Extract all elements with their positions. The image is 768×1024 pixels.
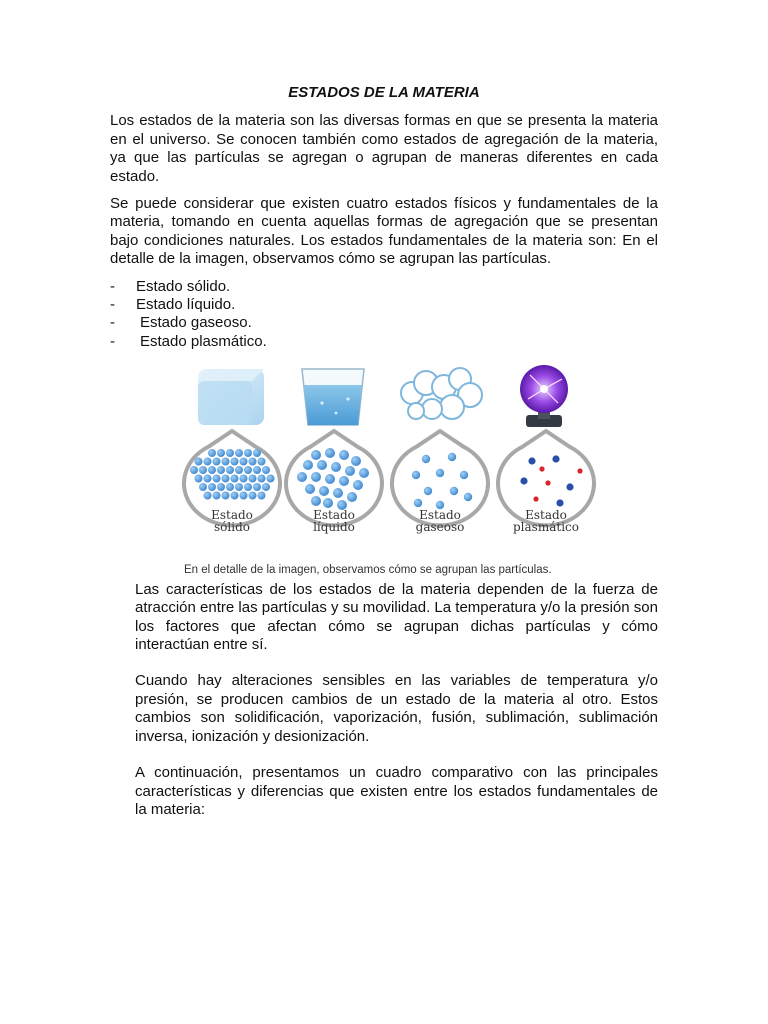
state-label-solid: Estado sólido — [211, 507, 253, 535]
solid-particle — [217, 466, 225, 474]
solid-particle — [208, 449, 216, 457]
plasma-ion-red — [577, 468, 582, 473]
solid-particle — [199, 466, 207, 474]
solid-particle — [253, 466, 261, 474]
solid-particle — [226, 483, 234, 491]
plasma-ball-icon — [520, 365, 568, 427]
solid-particle — [249, 474, 257, 482]
intro-paragraph-2: Se puede considerar que existen cuatro estados físicos y fundamentales de la materia, tomando en cuenta aquellas formas de agregación que se presentan bajo condiciones naturales. Los estados fundamentales de la materia son: En el detalle de la imagen, observamos cómo se agrupan las partículas. — [110, 195, 658, 268]
list-item — [110, 296, 658, 314]
body-section — [135, 581, 658, 819]
liquid-particle — [297, 472, 307, 482]
gas-particle — [460, 471, 468, 479]
solid-particle — [231, 474, 239, 482]
solid-particle — [249, 457, 257, 465]
solid-particle — [226, 449, 234, 457]
solid-particle — [253, 449, 261, 457]
liquid-particle — [305, 484, 315, 494]
ice-cube-icon — [198, 369, 264, 425]
solid-particle — [199, 483, 207, 491]
solid-particle — [226, 466, 234, 474]
solid-particle — [195, 474, 203, 482]
plasma-ion-red — [545, 480, 550, 485]
list-item — [110, 278, 658, 296]
gas-particle — [422, 455, 430, 463]
list-item — [110, 333, 658, 351]
bullet-dash: - — [110, 295, 115, 313]
body-paragraph-3: A continuación, presentamos un cuadro comparativo con las principales características y diferencias que existen entre los estados fundamentales de la materia: — [135, 764, 658, 818]
liquid-particle — [325, 474, 335, 484]
list-item-text: Estado plasmático. — [140, 332, 267, 350]
plasma-ion-blue — [552, 455, 559, 462]
liquid-particle — [311, 450, 321, 460]
water-glass-icon — [302, 369, 364, 425]
solid-particle — [204, 474, 212, 482]
state-label-liquid: Estado líquido — [313, 507, 355, 535]
solid-particle — [204, 457, 212, 465]
figure-caption: En el detalle de la imagen, observamos cómo se agrupan las partículas. — [184, 563, 552, 576]
solid-particle — [262, 466, 270, 474]
solid-particle — [244, 466, 252, 474]
list-item — [110, 314, 658, 332]
document-page — [110, 84, 658, 837]
body-paragraph-2: Cuando hay alteraciones sensibles en las variables de temperatura y/o presión, se producen cambios de un estado de la materia al otro. Estos cambios son solidificación, vaporización, fusión, sublimación, sublimación inversa, ionización y desionización. — [135, 672, 658, 745]
solid-particle — [231, 491, 239, 499]
liquid-particle — [347, 492, 357, 502]
gas-particle — [414, 499, 422, 507]
plasma-ion-blue — [520, 477, 527, 484]
solid-particle — [262, 483, 270, 491]
plasma-ion-red — [533, 496, 538, 501]
solid-particle — [213, 491, 221, 499]
solid-particle — [222, 491, 230, 499]
state-label-gas: Estado gaseoso — [415, 507, 465, 535]
solid-particle — [240, 457, 248, 465]
liquid-particle — [353, 480, 363, 490]
body-paragraph-1: Las características de los estados de la materia dependen de la fuerza de atracción entre las partículas y su movilidad. La temperatura y/o la presión son los factores que afectan cómo se agrupan dichas partículas y cómo interactúan entre sí. — [135, 580, 658, 654]
plasma-ion-blue — [528, 457, 535, 464]
liquid-particle — [359, 468, 369, 478]
solid-particle — [213, 474, 221, 482]
plasma-ion-blue — [556, 499, 563, 506]
solid-particle — [235, 483, 243, 491]
states-list — [110, 278, 658, 351]
gas-particle — [450, 487, 458, 495]
solid-particle — [204, 491, 212, 499]
liquid-particle — [339, 476, 349, 486]
liquid-particle — [333, 488, 343, 498]
plasma-ion-blue — [566, 483, 573, 490]
gas-particle — [464, 493, 472, 501]
plasma-ion-red — [539, 466, 544, 471]
solid-particle — [267, 474, 275, 482]
list-item-text: Estado sólido. — [136, 277, 231, 295]
solid-particle — [258, 457, 266, 465]
solid-particle — [249, 491, 257, 499]
solid-particle — [235, 466, 243, 474]
solid-particle — [208, 466, 216, 474]
state-label-plasma: Estado plasmático — [513, 507, 579, 535]
solid-particle — [217, 483, 225, 491]
list-item-text: Estado gaseoso. — [140, 314, 252, 332]
bullet-dash: - — [110, 314, 115, 332]
states-figure — [110, 363, 658, 581]
solid-particle — [222, 457, 230, 465]
liquid-particle — [323, 498, 333, 508]
liquid-particle — [319, 486, 329, 496]
solid-particle — [235, 449, 243, 457]
liquid-particle — [331, 462, 341, 472]
gas-particle — [412, 471, 420, 479]
liquid-particle — [303, 460, 313, 470]
gas-particle — [436, 469, 444, 477]
solid-particle — [222, 474, 230, 482]
liquid-particle — [325, 448, 335, 458]
liquid-particle — [351, 456, 361, 466]
solid-particle — [217, 449, 225, 457]
solid-particle — [231, 457, 239, 465]
bullet-dash: - — [110, 332, 115, 350]
page-title: ESTADOS DE LA MATERIA — [288, 84, 480, 101]
solid-particle — [190, 466, 198, 474]
solid-particle — [208, 483, 216, 491]
solid-particle — [253, 483, 261, 491]
liquid-particle — [311, 496, 321, 506]
solid-particle — [240, 491, 248, 499]
liquid-particle — [311, 472, 321, 482]
gas-particle — [424, 487, 432, 495]
steam-cloud-icon — [401, 368, 482, 419]
solid-particle — [213, 457, 221, 465]
solid-particle — [258, 474, 266, 482]
bullet-dash: - — [110, 277, 115, 295]
gas-particle — [448, 453, 456, 461]
liquid-particle — [339, 450, 349, 460]
liquid-particle — [345, 466, 355, 476]
liquid-particle — [317, 460, 327, 470]
solid-particle — [258, 491, 266, 499]
solid-particle — [244, 449, 252, 457]
solid-particle — [195, 457, 203, 465]
solid-particle — [240, 474, 248, 482]
list-item-text: Estado líquido. — [136, 295, 236, 313]
intro-paragraph-1: Los estados de la materia son las diversas formas en que se presenta la materia en el universo. Se conocen también como estados de agregación de la materia, ya que las partículas se agregan o agrupan de maneras diferentes en cada estado. — [110, 112, 658, 185]
solid-particle — [244, 483, 252, 491]
